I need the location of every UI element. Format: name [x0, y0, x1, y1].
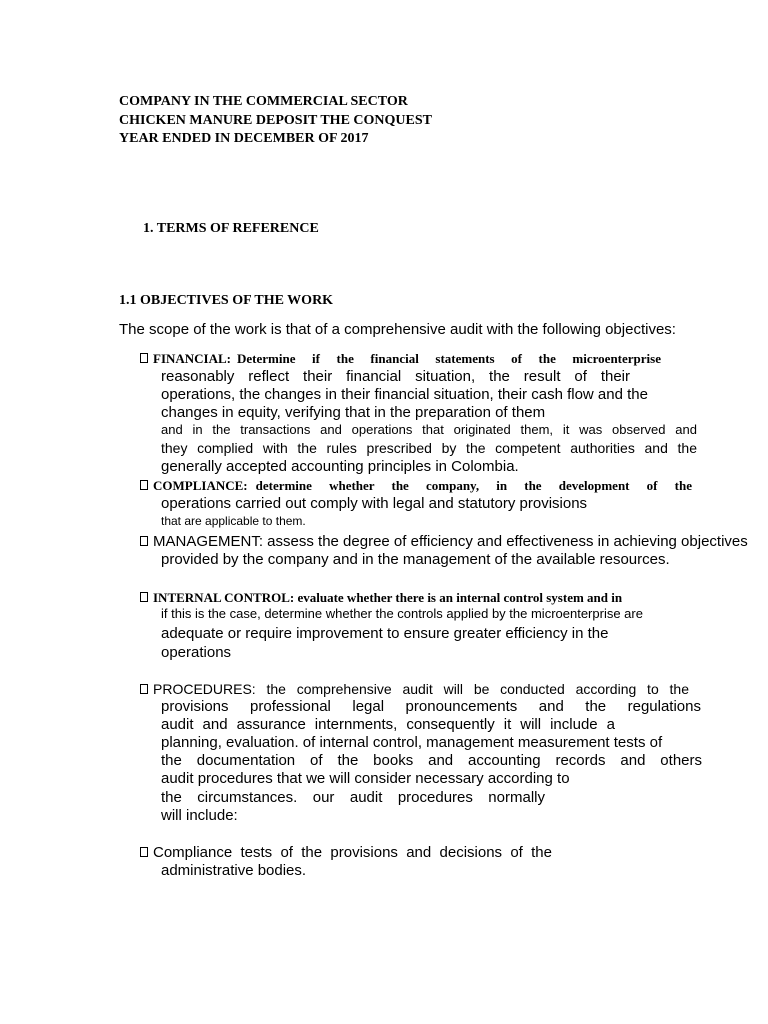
- checkbox-bullet-icon: [140, 353, 148, 363]
- bullet-financial-line-5: and in the transactions and operations that originated them, it was observed and: [161, 422, 697, 437]
- header-line-1: COMPANY IN THE COMMERCIAL SECTOR: [119, 94, 408, 109]
- bullet-internal-control: [140, 590, 622, 606]
- bullet-compliance-tests-line-2: administrative bodies.: [161, 862, 307, 879]
- objectives-intro: The scope of the work is that of a comprehensive audit with the following objectives:: [119, 321, 676, 338]
- bullet-management-line-1: MANAGEMENT: assess the degree of efficiency and effectiveness in achieving objectives: [153, 533, 748, 550]
- bullet-financial-line-3: operations, the changes in their financial situation, their cash flow and the: [161, 386, 648, 403]
- bullet-financial-line-2: reasonably reflect their financial situation, the result of their: [161, 368, 630, 385]
- section-heading-terms-of-reference: 1. TERMS OF REFERENCE: [143, 221, 319, 236]
- bullet-compliance-tests: [140, 844, 552, 861]
- header-line-2: CHICKEN MANURE DEPOSIT THE CONQUEST: [119, 113, 432, 128]
- bullet-procedures-line-3: audit and assurance internments, consequently it will include a: [161, 716, 615, 733]
- bullet-procedures-line-7: the circumstances. our audit procedures normally: [161, 789, 545, 806]
- bullet-procedures: [140, 681, 689, 697]
- checkbox-bullet-icon: [140, 592, 148, 602]
- bullet-financial-lead: FINANCIAL:: [153, 351, 231, 366]
- bullet-financial-line-7: generally accepted accounting principles in Colombia.: [161, 458, 519, 475]
- header-line-3: YEAR ENDED IN DECEMBER OF 2017: [119, 131, 369, 146]
- bullet-compliance-tests-line-1: Compliance tests of the provisions and decisions of the: [153, 844, 552, 861]
- bullet-compliance-line-2: operations carried out comply with legal and statutory provisions: [161, 495, 588, 512]
- bullet-compliance-lead: COMPLIANCE:: [153, 478, 248, 493]
- bullet-procedures-line-8: will include:: [161, 807, 238, 824]
- bullet-financial-line-1: Determine if the financial statements of the microenterprise: [237, 351, 661, 366]
- bullet-financial-line-6: they complied with the rules prescribed by the competent authorities and the: [161, 440, 697, 456]
- bullet-compliance-line-3: that are applicable to them.: [161, 514, 306, 528]
- checkbox-bullet-icon: [140, 480, 148, 490]
- bullet-management: [140, 533, 748, 550]
- checkbox-bullet-icon: [140, 536, 148, 546]
- bullet-management-line-2: provided by the company and in the management of the available resources.: [161, 551, 670, 568]
- bullet-financial: [140, 351, 661, 367]
- checkbox-bullet-icon: [140, 684, 148, 694]
- bullet-procedures-line-4: planning, evaluation. of internal control, management measurement tests of: [161, 734, 663, 751]
- bullet-internal-control-line-1: INTERNAL CONTROL: evaluate whether there is an internal control system and in: [153, 590, 623, 605]
- bullet-compliance-line-1: determine whether the company, in the development of the: [255, 478, 692, 493]
- section-heading-objectives: 1.1 OBJECTIVES OF THE WORK: [119, 293, 334, 308]
- bullet-procedures-line-2: provisions professional legal pronouncements and the regulations: [161, 698, 701, 715]
- bullet-procedures-line-5: the documentation of the books and accounting records and others: [161, 752, 702, 769]
- bullet-internal-control-line-2: if this is the case, determine whether the controls applied by the microenterprise are: [161, 606, 643, 621]
- bullet-internal-control-line-3: adequate or require improvement to ensure greater efficiency in the: [161, 625, 609, 642]
- bullet-procedures-line-1: PROCEDURES: the comprehensive audit will be conducted according to the: [153, 681, 689, 697]
- bullet-compliance: [140, 478, 692, 494]
- bullet-internal-control-line-4: operations: [161, 644, 232, 661]
- bullet-procedures-line-6: audit procedures that we will consider necessary according to: [161, 770, 570, 787]
- checkbox-bullet-icon: [140, 847, 148, 857]
- bullet-financial-line-4: changes in equity, verifying that in the preparation of them: [161, 404, 546, 421]
